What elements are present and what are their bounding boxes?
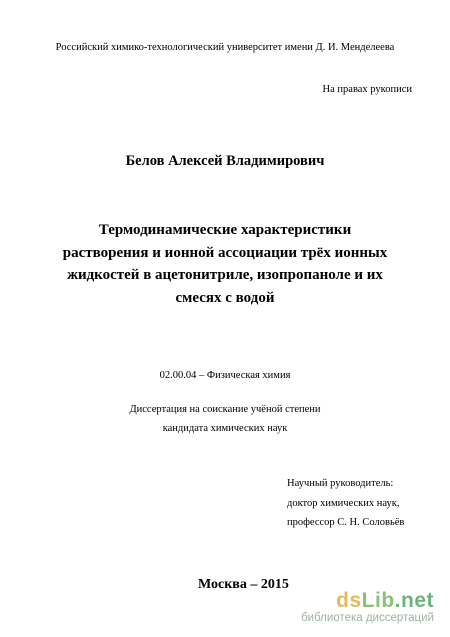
university-name: Российский химико-технологический университет имени Д. И. Менделеева [55,42,395,53]
dslib-logo [301,590,434,612]
dissertation-purpose: Диссертация на соискание учёной степени [129,404,321,415]
specialty-code: 02.00.04 – Физическая химия [159,370,291,381]
dissertation-title [40,219,410,309]
title-line-3: жидкостей в ацетонитриле, изопропаноле и их [67,267,383,283]
title-line-4: смесях с водой [175,289,275,306]
dslib-watermark [301,590,434,625]
logo-ds: ds [336,589,362,612]
logo-net: .net [394,589,434,612]
city-year: Москва – 2015 [198,577,289,592]
title-line-1: Термодинамические характеристики [98,222,352,238]
rights-notice: На правах рукописи [322,84,412,95]
watermark-subtitle: библиотека диссертаций [301,612,434,624]
author-name: Белов Алексей Владимирович [125,153,325,169]
title-line-2: растворения и ионной ассоциации трёх ионных [62,244,388,261]
advisor-name: профессор С. Н. Соловьёв [287,517,405,528]
dissertation-degree: кандидата химических наук [162,423,288,434]
logo-lib: Lib [361,589,395,612]
advisor-degree: доктор химических наук, [287,498,400,509]
advisor-label: Научный руководитель: [287,478,394,489]
